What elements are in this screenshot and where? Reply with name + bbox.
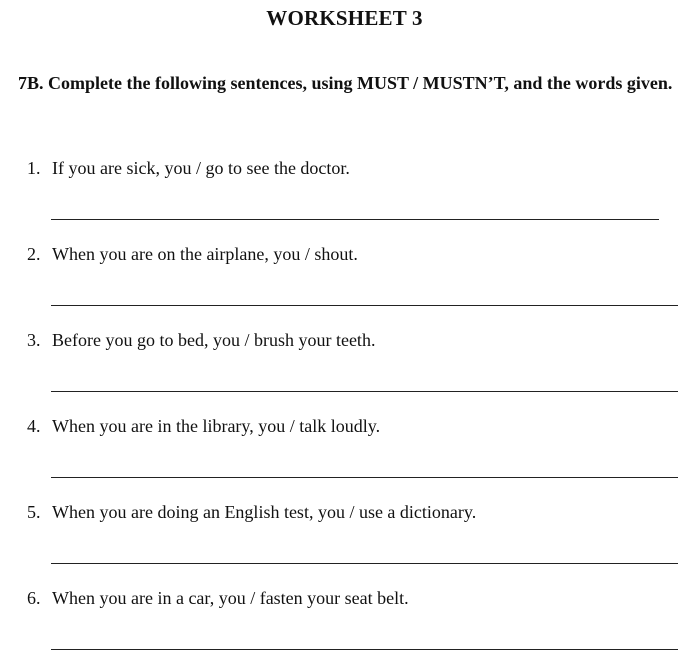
item-sentence: When you are in the library, you / talk loudly. [52,416,381,436]
item-sentence: Before you go to bed, you / brush your teeth. [52,330,376,350]
exercise-item [0,328,689,414]
answer-line[interactable] [51,305,678,306]
item-sentence: If you are sick, you / go to see the doctor. [52,158,350,178]
item-sentence: When you are doing an English test, you / use a dictionary. [52,502,477,522]
answer-line[interactable] [51,649,678,650]
answer-line[interactable] [51,219,659,220]
worksheet-title: WORKSHEET 3 [266,6,423,30]
exercise-item [0,414,689,500]
item-number: 1. [27,158,41,178]
answer-line[interactable] [51,477,678,478]
item-number: 2. [27,244,41,264]
item-number: 6. [27,588,41,608]
answer-line[interactable] [51,563,678,564]
item-number: 4. [27,416,41,436]
item-sentence: When you are on the airplane, you / shout. [52,244,358,264]
exercise-item [0,586,689,672]
exercise-item [0,500,689,586]
item-number: 5. [27,502,41,522]
answer-line[interactable] [51,391,678,392]
exercise-item [0,156,689,242]
item-sentence: When you are in a car, you / fasten your seat belt. [52,588,409,608]
exercise-item [0,242,689,328]
item-number: 3. [27,330,41,350]
exercise-list [0,156,689,672]
exercise-instruction: 7B. Complete the following sentences, using MUST / MUSTN’T, and the words given. [18,73,673,93]
